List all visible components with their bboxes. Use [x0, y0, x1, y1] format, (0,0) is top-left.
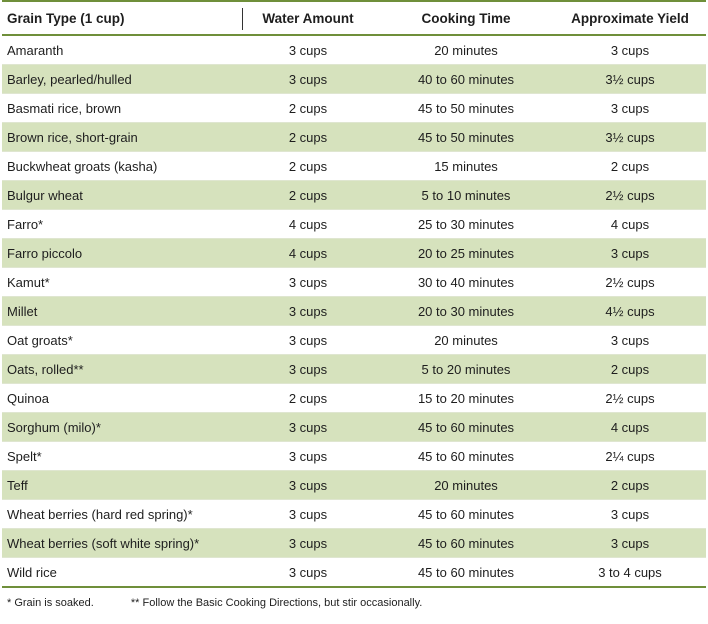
grain-cell: Brown rice, short-grain — [2, 123, 238, 152]
water-cell: 3 cups — [238, 326, 378, 355]
table-row — [2, 558, 706, 588]
table-row — [2, 210, 706, 239]
grain-cell: Barley, pearled/hulled — [2, 65, 238, 94]
header-approximate-yield: Approximate Yield — [554, 1, 706, 35]
time-cell: 5 to 10 minutes — [378, 181, 554, 210]
table-row — [2, 65, 706, 94]
yield-cell: 2 cups — [554, 355, 706, 384]
water-cell: 3 cups — [238, 355, 378, 384]
grain-cell: Kamut* — [2, 268, 238, 297]
time-cell: 45 to 60 minutes — [378, 442, 554, 471]
time-cell: 25 to 30 minutes — [378, 210, 554, 239]
header-cooking-time: Cooking Time — [378, 1, 554, 35]
yield-cell: 3 cups — [554, 94, 706, 123]
yield-cell: 3 to 4 cups — [554, 558, 706, 588]
water-cell: 3 cups — [238, 268, 378, 297]
time-cell: 20 minutes — [378, 35, 554, 65]
grain-cell: Wild rice — [2, 558, 238, 588]
yield-cell: 2¼ cups — [554, 442, 706, 471]
time-cell: 45 to 50 minutes — [378, 94, 554, 123]
yield-cell: 2 cups — [554, 152, 706, 181]
table-row — [2, 239, 706, 268]
table-row — [2, 35, 706, 65]
water-cell: 3 cups — [238, 65, 378, 94]
water-cell: 3 cups — [238, 500, 378, 529]
header-grain-type: Grain Type (1 cup) — [2, 1, 238, 35]
water-cell: 4 cups — [238, 210, 378, 239]
yield-cell: 2½ cups — [554, 384, 706, 413]
header-row — [2, 1, 706, 35]
water-cell: 4 cups — [238, 239, 378, 268]
yield-cell: 2½ cups — [554, 268, 706, 297]
yield-cell: 4 cups — [554, 210, 706, 239]
grain-cooking-chart — [2, 0, 706, 609]
table-body — [2, 35, 706, 587]
table-row — [2, 181, 706, 210]
time-cell: 20 to 30 minutes — [378, 297, 554, 326]
table-row — [2, 326, 706, 355]
yield-cell: 4½ cups — [554, 297, 706, 326]
grain-cell: Wheat berries (soft white spring)* — [2, 529, 238, 558]
footnotes — [2, 597, 706, 609]
grain-cell: Sorghum (milo)* — [2, 413, 238, 442]
water-cell: 3 cups — [238, 35, 378, 65]
header-water-amount: Water Amount — [238, 1, 378, 35]
water-cell: 2 cups — [238, 181, 378, 210]
grain-cell: Oat groats* — [2, 326, 238, 355]
time-cell: 20 to 25 minutes — [378, 239, 554, 268]
yield-cell: 4 cups — [554, 413, 706, 442]
water-cell: 3 cups — [238, 529, 378, 558]
grain-cell: Wheat berries (hard red spring)* — [2, 500, 238, 529]
water-cell: 2 cups — [238, 94, 378, 123]
table-row — [2, 413, 706, 442]
grain-cell: Amaranth — [2, 35, 238, 65]
grain-cell: Buckwheat groats (kasha) — [2, 152, 238, 181]
grain-cell: Farro piccolo — [2, 239, 238, 268]
time-cell: 20 minutes — [378, 471, 554, 500]
time-cell: 40 to 60 minutes — [378, 65, 554, 94]
grain-cell: Basmati rice, brown — [2, 94, 238, 123]
time-cell: 15 to 20 minutes — [378, 384, 554, 413]
water-cell: 3 cups — [238, 297, 378, 326]
yield-cell: 3 cups — [554, 326, 706, 355]
water-cell: 2 cups — [238, 152, 378, 181]
yield-cell: 3 cups — [554, 500, 706, 529]
time-cell: 45 to 60 minutes — [378, 558, 554, 588]
yield-cell: 2 cups — [554, 471, 706, 500]
water-cell: 3 cups — [238, 442, 378, 471]
time-cell: 20 minutes — [378, 326, 554, 355]
water-cell: 2 cups — [238, 384, 378, 413]
yield-cell: 3½ cups — [554, 123, 706, 152]
grain-cell: Farro* — [2, 210, 238, 239]
time-cell: 30 to 40 minutes — [378, 268, 554, 297]
yield-cell: 3 cups — [554, 239, 706, 268]
yield-cell: 3½ cups — [554, 65, 706, 94]
water-cell: 2 cups — [238, 123, 378, 152]
table-row — [2, 442, 706, 471]
table-row — [2, 471, 706, 500]
grain-cell: Teff — [2, 471, 238, 500]
grain-cell: Bulgur wheat — [2, 181, 238, 210]
table-row — [2, 384, 706, 413]
grain-cell: Quinoa — [2, 384, 238, 413]
yield-cell: 3 cups — [554, 529, 706, 558]
water-cell: 3 cups — [238, 558, 378, 588]
table-row — [2, 94, 706, 123]
table-row — [2, 268, 706, 297]
yield-cell: 2½ cups — [554, 181, 706, 210]
grain-cell: Oats, rolled** — [2, 355, 238, 384]
grain-cell: Spelt* — [2, 442, 238, 471]
footnote-stir: ** Follow the Basic Cooking Directions, but stir occasionally. — [130, 597, 423, 609]
time-cell: 45 to 60 minutes — [378, 413, 554, 442]
water-cell: 3 cups — [238, 471, 378, 500]
table-row — [2, 152, 706, 181]
yield-cell: 3 cups — [554, 35, 706, 65]
time-cell: 45 to 50 minutes — [378, 123, 554, 152]
table-row — [2, 500, 706, 529]
water-cell: 3 cups — [238, 413, 378, 442]
table-row — [2, 123, 706, 152]
table-row — [2, 355, 706, 384]
footnote-soaked: * Grain is soaked. — [7, 597, 94, 609]
table-row — [2, 529, 706, 558]
table-row — [2, 297, 706, 326]
time-cell: 5 to 20 minutes — [378, 355, 554, 384]
time-cell: 45 to 60 minutes — [378, 529, 554, 558]
grain-table — [2, 0, 706, 588]
time-cell: 45 to 60 minutes — [378, 500, 554, 529]
time-cell: 15 minutes — [378, 152, 554, 181]
grain-cell: Millet — [2, 297, 238, 326]
